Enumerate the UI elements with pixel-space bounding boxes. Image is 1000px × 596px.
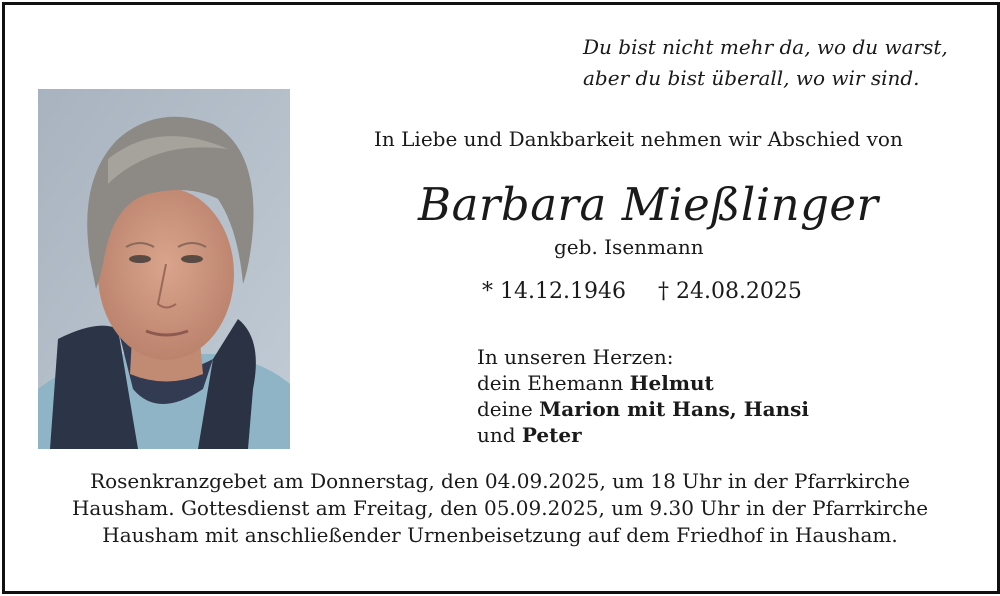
portrait-photo [38, 89, 290, 449]
mourner-relation: dein Ehemann [477, 371, 630, 395]
maiden-name: geb. Isenmann [554, 235, 704, 259]
mourner-name: Helmut [629, 371, 714, 395]
motto-line-1: Du bist nicht mehr da, wo du warst, [583, 35, 948, 59]
motto-line-2: aber du bist überall, wo wir sind. [583, 66, 920, 90]
birth-date: * 14.12.1946 [482, 279, 626, 304]
portrait-illustration [38, 89, 290, 449]
mourner-line-2 [477, 396, 809, 422]
mourner-line-3 [477, 422, 809, 448]
mourner-name: Marion mit Hans, Hansi [539, 397, 809, 421]
intro-text: In Liebe und Dankbarkeit nehmen wir Abschied von [374, 127, 903, 151]
death-date: † 24.08.2025 [657, 279, 802, 304]
mourner-line-1 [477, 370, 809, 396]
mourners-heading: In unseren Herzen: [477, 345, 674, 369]
service-line-2: Hausham. Gottesdienst am Freitag, den 05.09.2025, um 9.30 Uhr in der Pfarrkirche [71, 496, 929, 520]
motto-quote [583, 32, 948, 94]
mourner-relation: und [477, 423, 522, 447]
life-dates [482, 279, 802, 304]
deceased-name: Barbara Mießlinger [418, 178, 879, 231]
mourner-relation: deine [477, 397, 540, 421]
service-info [0, 468, 1000, 549]
mourner-name: Peter [521, 423, 582, 447]
service-line-3: Hausham mit anschließender Urnenbeisetzung auf dem Friedhof in Hausham. [102, 523, 898, 547]
mourners-list [477, 344, 809, 448]
service-line-1: Rosenkranzgebet am Donnerstag, den 04.09.2025, um 18 Uhr in der Pfarrkirche [90, 469, 910, 493]
